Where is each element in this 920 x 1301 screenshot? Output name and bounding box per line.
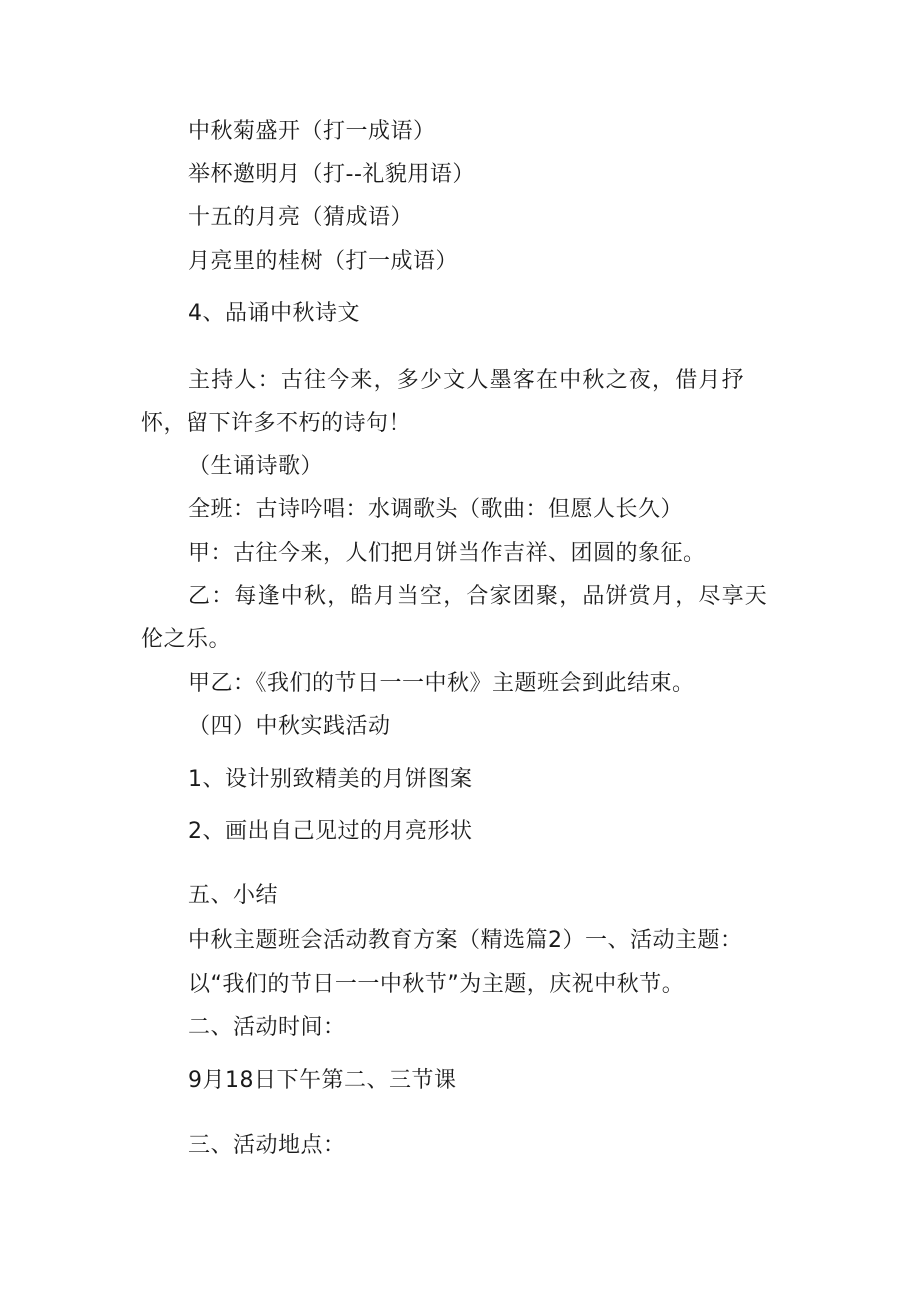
theme-line: 以“我们的节日一一中秋节”为主题，庆祝中秋节。 (188, 972, 685, 997)
section-heading-location: 三、活动地点： (188, 1133, 346, 1158)
speaker-a-line: 甲：古往今来，人们把月饼当作吉祥、团圆的象征。 (188, 541, 706, 566)
riddle-line-2: 举杯邀明月（打--礼貌用语） (188, 162, 475, 187)
student-poetry-note: （生诵诗歌） (188, 454, 324, 479)
section-heading-summary: 五、小结 (188, 883, 279, 908)
closing-line: 甲乙：《我们的节日一一中秋》主题班会到此结束。 (188, 671, 695, 696)
riddle-line-1: 中秋菊盛开（打一成语） (188, 119, 436, 144)
section-heading-poetry: 4、品诵中秋诗文 (188, 301, 360, 326)
plan-title-line: 中秋主题班会活动教育方案（精选篇2）一、活动主题： (188, 928, 743, 953)
speaker-b-line-2: 伦之乐。 (141, 627, 232, 652)
section-heading-time: 二、活动时间： (188, 1015, 346, 1040)
host-line-1: 主持人：古往今来，多少文人墨客在中秋之夜，借月抒 (188, 368, 745, 393)
riddle-line-3: 十五的月亮（猜成语） (188, 205, 414, 230)
riddle-line-4: 月亮里的桂树（打一成语） (188, 249, 459, 274)
host-line-2: 怀，留下许多不朽的诗句！ (141, 411, 412, 436)
practice-item-2: 2、画出自己见过的月亮形状 (188, 819, 473, 844)
class-singing-line: 全班：古诗吟唱：水调歌头（歌曲：但愿人长久） (188, 497, 684, 522)
speaker-b-line-1: 乙：每逢中秋，皓月当空，合家团聚，品饼赏月，尽享天 (188, 584, 769, 609)
time-detail-line: 9月18日下午第二、三节课 (188, 1068, 457, 1093)
section-heading-practice: （四）中秋实践活动 (188, 714, 391, 739)
practice-item-1: 1、设计别致精美的月饼图案 (188, 767, 473, 792)
